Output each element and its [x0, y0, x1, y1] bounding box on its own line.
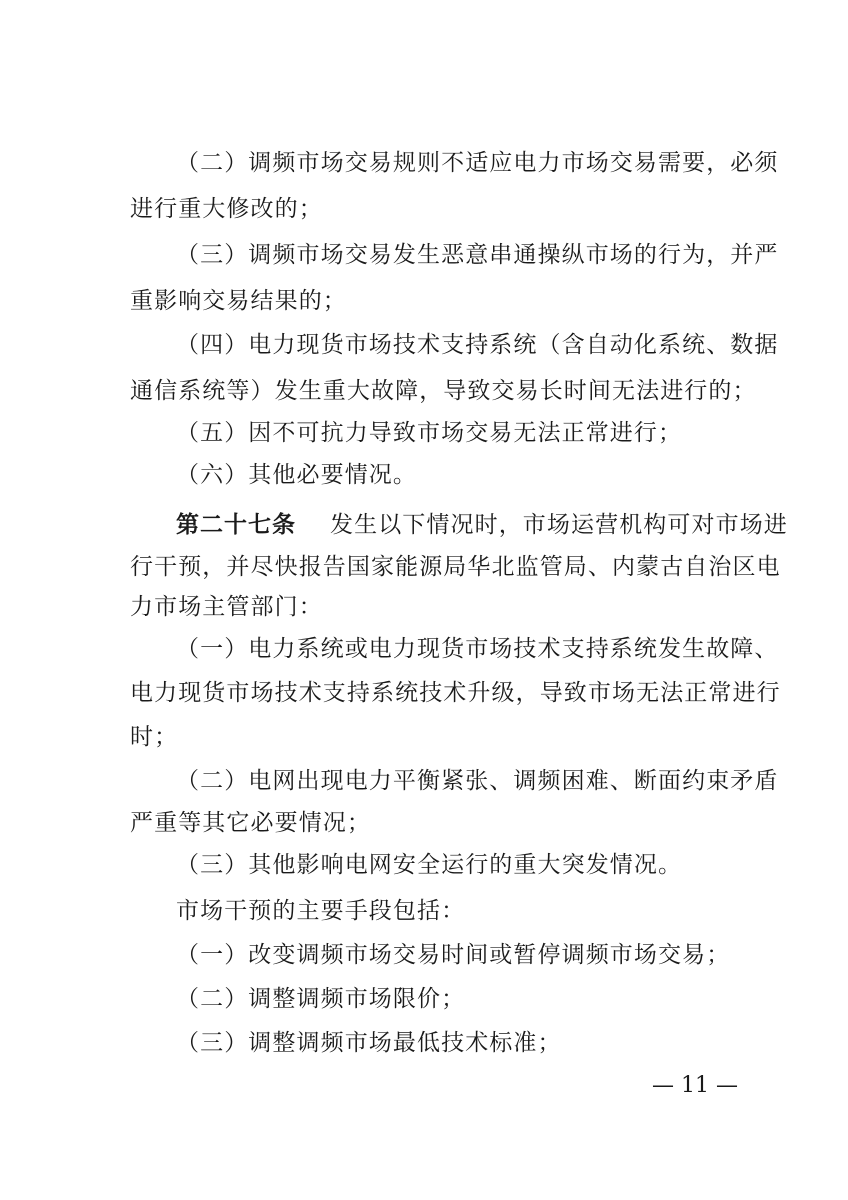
- text-line: 电力现货市场技术支持系统技术升级，导致市场无法正常进行: [130, 680, 781, 706]
- text-line: 通信系统等）发生重大故障，导致交易长时间无法进行的；: [130, 378, 757, 404]
- text-line: （三）调整调频市场最低技术标准；: [176, 1030, 562, 1056]
- text-line: 市场干预的主要手段包括：: [176, 898, 466, 924]
- text-line: （三）其他影响电网安全运行的重大突发情况。: [176, 852, 683, 878]
- text-line: （一）电力系统或电力现货市场技术支持系统发生故障、: [176, 636, 779, 662]
- text-line: 力市场主管部门：: [130, 594, 323, 620]
- text-line: （二）调整调频市场限价；: [176, 986, 466, 1012]
- article-line: [176, 510, 788, 540]
- article-heading: 第二十七条: [176, 512, 296, 538]
- text-line: 重影响交易结果的；: [130, 288, 347, 314]
- text-line: （二）电网出现电力平衡紧张、调频困难、断面约束矛盾: [176, 768, 779, 794]
- text-line: （三）调频市场交易发生恶意串通操纵市场的行为，并严: [176, 242, 779, 268]
- text-line: 时；: [130, 724, 179, 750]
- text-line: （五）因不可抗力导致市场交易无法正常进行；: [176, 420, 683, 446]
- text-line: 进行重大修改的；: [130, 196, 323, 222]
- text-line: （一）改变调频市场交易时间或暂停调频市场交易；: [176, 942, 731, 968]
- text-line: （二）调频市场交易规则不适应电力市场交易需要，必须: [176, 150, 779, 176]
- page-number: — 11 —: [652, 1073, 738, 1098]
- article-text: 发生以下情况时，市场运营机构可对市场进: [330, 512, 788, 538]
- text-line: 行干预，并尽快报告国家能源局华北监管局、内蒙古自治区电: [130, 554, 781, 580]
- text-line: （六）其他必要情况。: [176, 462, 417, 488]
- text-line: （四）电力现货市场技术支持系统（含自动化系统、数据: [176, 332, 779, 358]
- text-line: 严重等其它必要情况；: [130, 810, 371, 836]
